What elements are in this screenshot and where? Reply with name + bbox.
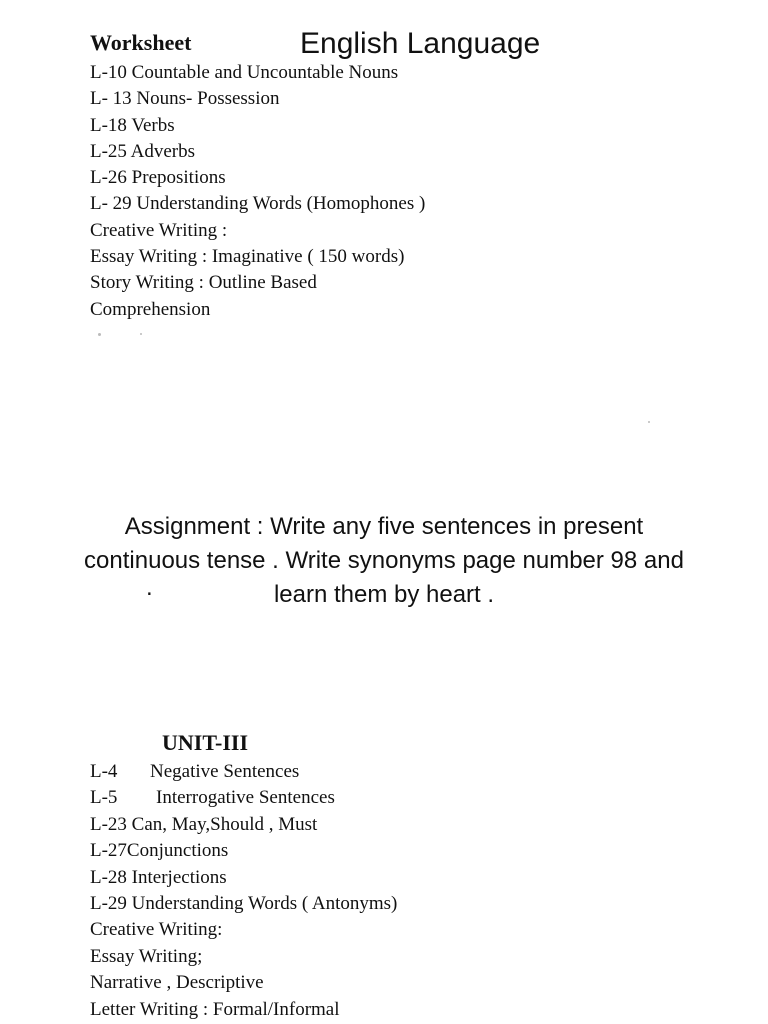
scan-speck [140, 333, 142, 335]
syllabus-item: L-27Conjunctions [90, 840, 229, 862]
worksheet-syllabus-list [90, 60, 425, 323]
syllabus-item [90, 785, 397, 811]
syllabus-item [90, 759, 397, 785]
syllabus-item: Creative Writing: [90, 919, 223, 941]
syllabus-item: Essay Writing; [90, 945, 203, 967]
syllabus-item: L-18 Verbs [90, 114, 175, 136]
lesson-code: L-5 [90, 787, 118, 809]
assignment-line: Assignment : Write any five sentences in present [124, 513, 644, 540]
syllabus-item: Comprehension [90, 298, 211, 320]
syllabus-item: L-29 Understanding Words ( Antonyms) [90, 893, 398, 915]
subject-title: English Language [300, 27, 541, 60]
assignment-paragraph [0, 510, 768, 612]
syllabus-item: Creative Writing : [90, 219, 228, 241]
lesson-title: Negative Sentences [150, 761, 300, 782]
syllabus-item: Narrative , Descriptive [90, 972, 264, 994]
worksheet-label: Worksheet [90, 30, 192, 55]
scan-speck [98, 333, 101, 336]
syllabus-item: Story Writing : Outline Based [90, 272, 317, 294]
syllabus-item: L-28 Interjections [90, 866, 227, 888]
unit-title: UNIT-III [162, 730, 249, 755]
syllabus-item: L- 13 Nouns- Possession [90, 88, 280, 110]
syllabus-item: Essay Writing : Imaginative ( 150 words) [90, 246, 405, 268]
lesson-title: Interrogative Sentences [156, 787, 335, 809]
stray-dot: . [146, 574, 153, 601]
lesson-code: L-4 [90, 761, 118, 782]
assignment-line: learn them by heart . [273, 581, 495, 608]
syllabus-item: L-25 Adverbs [90, 140, 196, 162]
assignment-line: continuous tense . Write synonyms page number 98 and [84, 547, 684, 574]
unit-syllabus-list [90, 759, 397, 1023]
syllabus-item: L-10 Countable and Uncountable Nouns [90, 62, 399, 83]
syllabus-item: L- 29 Understanding Words (Homophones ) [90, 193, 426, 215]
syllabus-item: Letter Writing : Formal/Informal [90, 998, 340, 1020]
syllabus-item: L-26 Prepositions [90, 167, 226, 189]
scan-speck [648, 421, 650, 423]
syllabus-item: L-23 Can, May,Should , Must [90, 813, 318, 835]
